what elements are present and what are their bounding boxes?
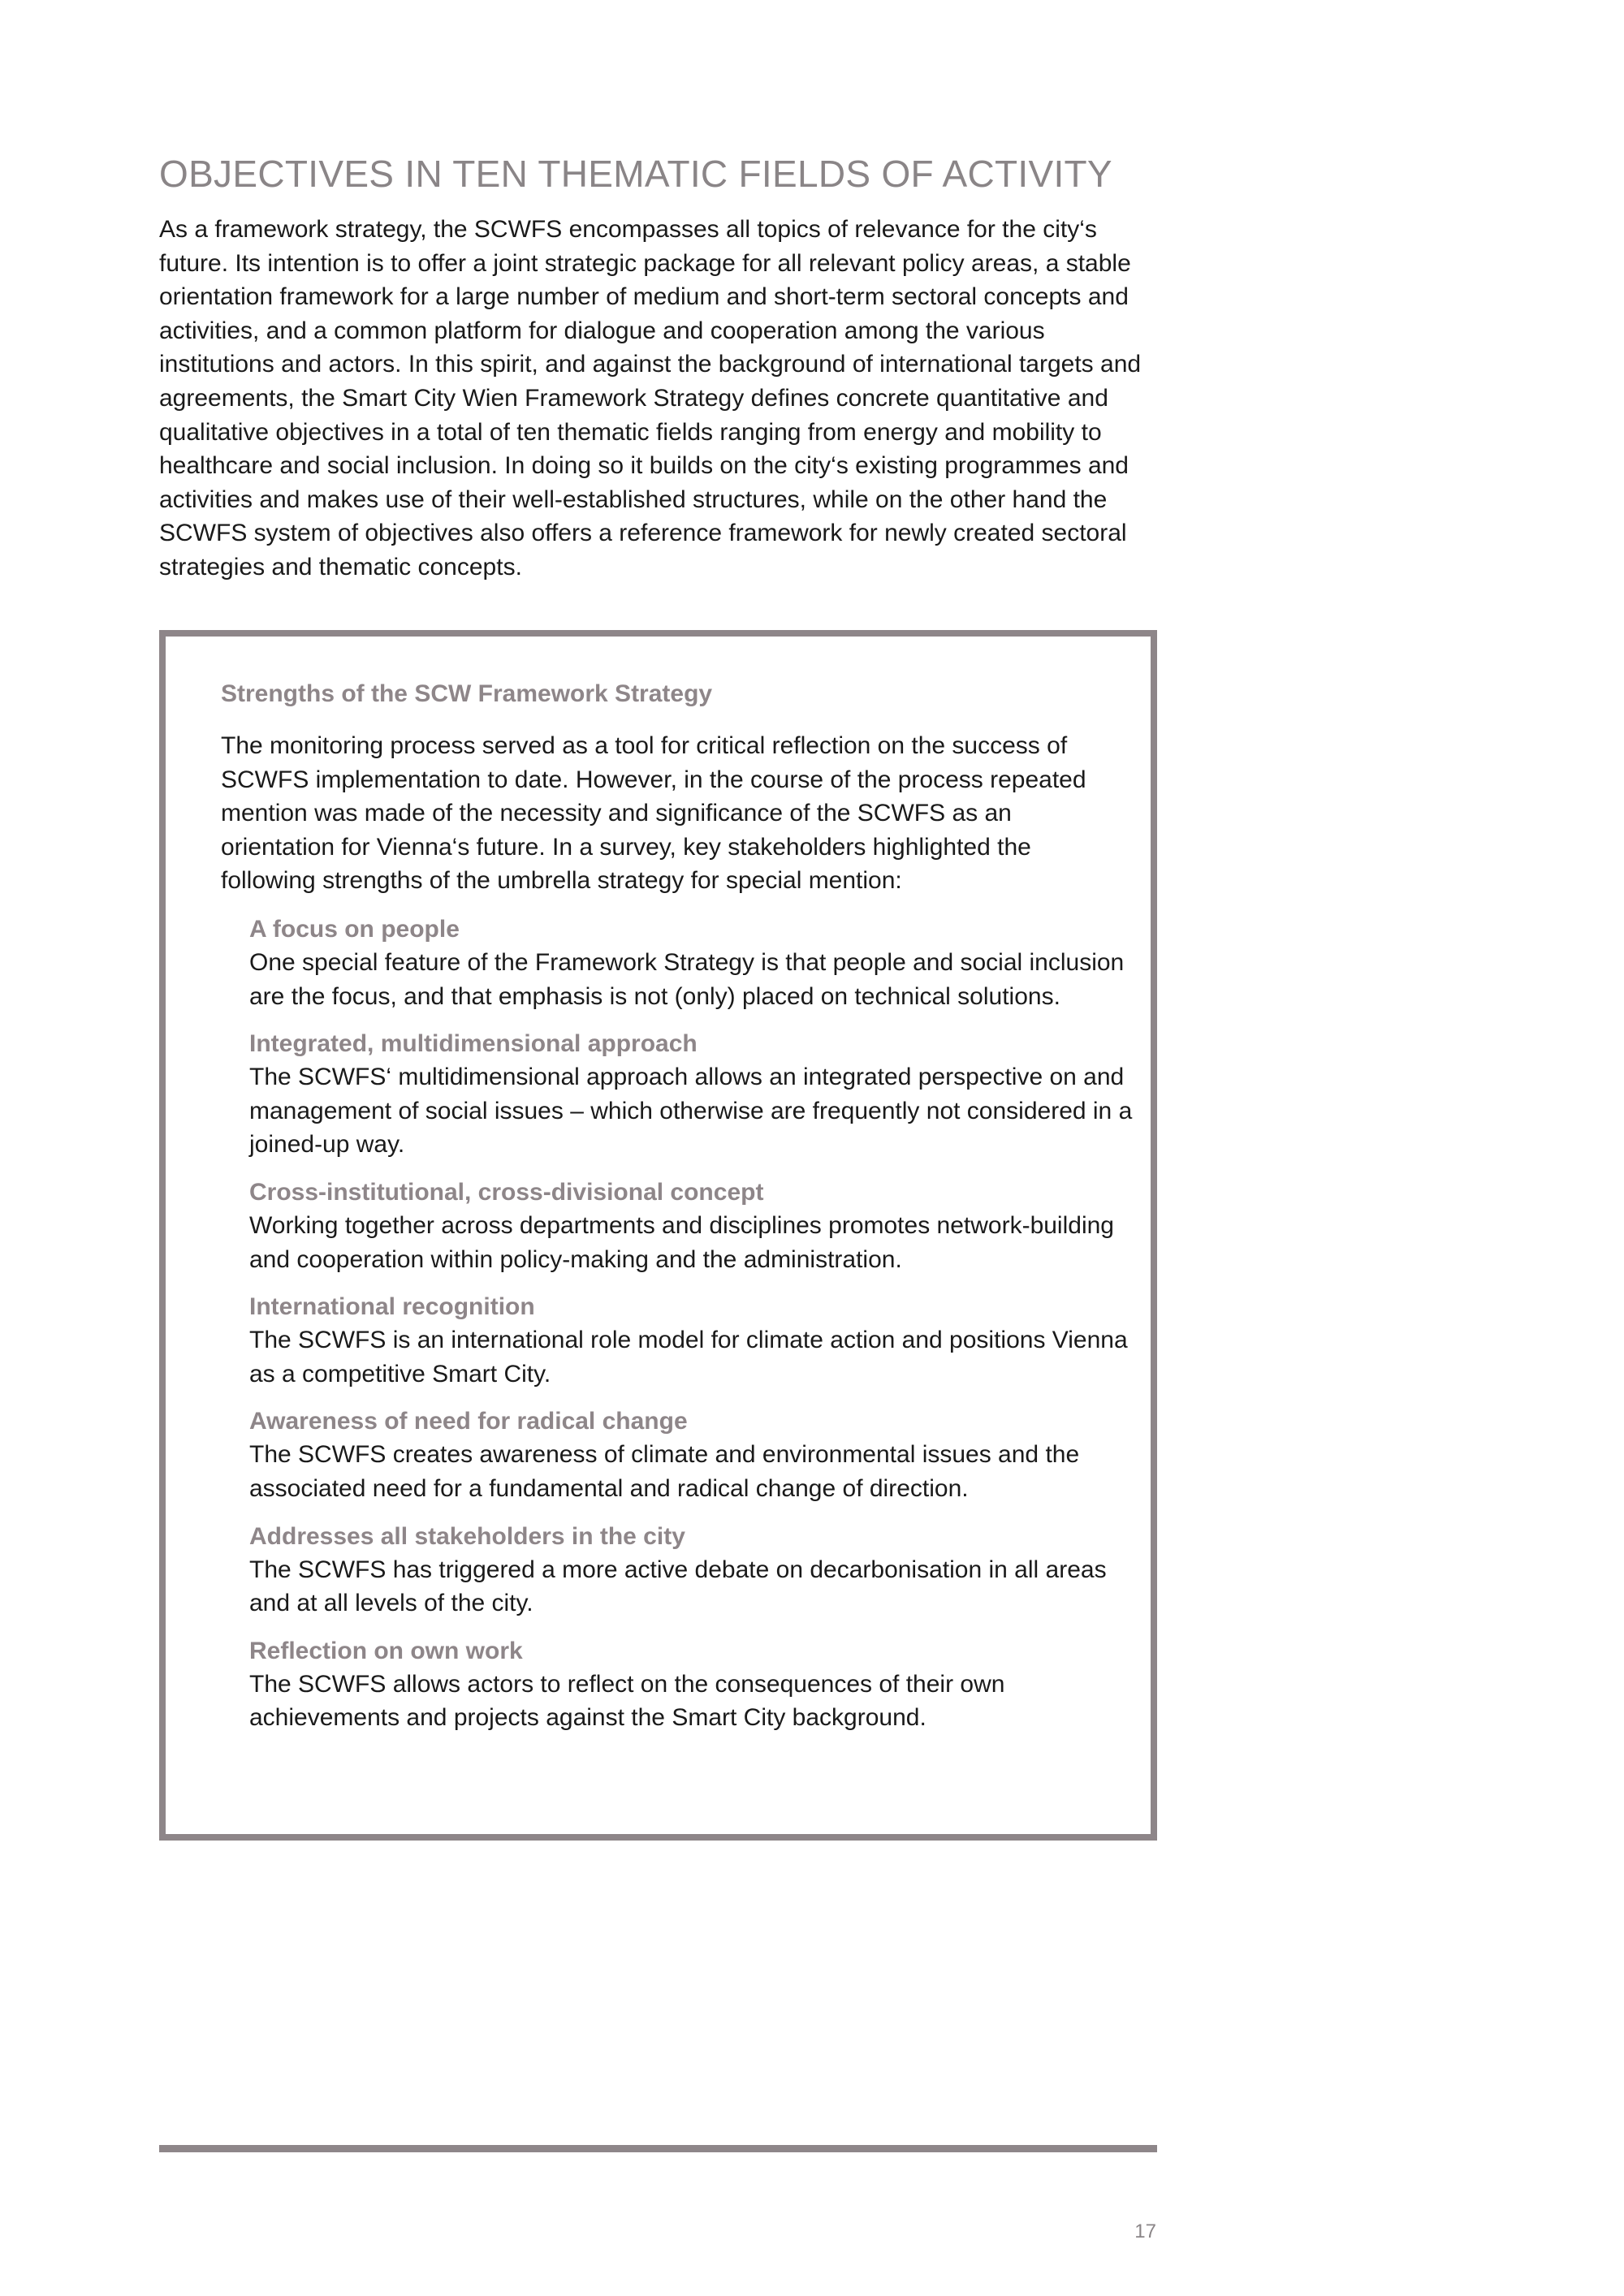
strengths-box-title: Strengths of the SCW Framework Strategy: [221, 680, 713, 707]
strength-heading: Awareness of need for radical change: [249, 1408, 688, 1435]
strength-item-integrated-approach: [249, 1027, 1134, 1162]
strength-text: Working together across departments and disciplines promotes network-building and cooperation within policy-making and the administration.: [249, 1211, 1114, 1273]
strength-heading: Addresses all stakeholders in the city: [249, 1522, 685, 1550]
footer-divider: [159, 2145, 1157, 2152]
strength-item-all-stakeholders: [249, 1520, 1134, 1621]
strength-item-cross-institutional: [249, 1176, 1134, 1276]
strength-item-radical-change: [249, 1405, 1134, 1505]
strength-heading: A focus on people: [249, 916, 460, 943]
page-title: OBJECTIVES IN TEN THEMATIC FIELDS OF ACTIVITY: [159, 153, 1112, 195]
page-number: 17: [1134, 2220, 1156, 2242]
strength-heading: Integrated, multidimensional approach: [249, 1030, 698, 1058]
strength-heading: Reflection on own work: [249, 1637, 523, 1664]
strength-text: The SCWFS‘ multidimensional approach allows an integrated perspective on and management of social issues – which otherwise are frequently not considered in a joined-up way.: [249, 1064, 1133, 1159]
strength-text: One special feature of the Framework Strategy is that people and social inclusion are the focus, and that emphasis is not (only) placed on technical solutions.: [249, 949, 1125, 1010]
strengths-box-intro: The monitoring process served as a tool for critical reflection on the success of SCWFS implementation to date. However, in the course of the process repeated mention was made of the necessity and significance of the SCWFS as an orientation for Vienna‘s future. In a survey, key stakeholders highlighted the following strengths of the umbrella strategy for special mention:: [221, 732, 1086, 895]
strength-item-international-recognition: [249, 1290, 1134, 1391]
strengths-list: [249, 913, 1134, 1749]
strength-heading: International recognition: [249, 1293, 535, 1321]
strength-text: The SCWFS creates awareness of climate and environmental issues and the associated need for a fundamental and radical change of direction.: [249, 1441, 1080, 1502]
strength-text: The SCWFS is an international role model for climate action and positions Vienna as a competitive Smart City.: [249, 1327, 1128, 1388]
strength-item-focus-on-people: [249, 913, 1134, 1013]
strength-text: The SCWFS allows actors to reflect on the consequences of their own achievements and projects against the Smart City background.: [249, 1670, 1005, 1732]
strength-item-reflection: [249, 1634, 1134, 1735]
strength-heading: Cross-institutional, cross-divisional concept: [249, 1178, 764, 1206]
intro-paragraph: As a framework strategy, the SCWFS encompasses all topics of relevance for the city‘s future. Its intention is to offer a joint strategic package for all relevant policy areas, a stable orientation framework for a large number of medium and short-term sectoral concepts and activities, and a common platform for dialogue and cooperation among the various institutions and actors. In this spirit, and against the background of international targets and agreements, the Smart City Wien Framework Strategy defines concrete quantitative and qualitative objectives in a total of ten thematic fields ranging from energy and mobility to healthcare and social inclusion. In doing so it builds on the city‘s existing programmes and activities and makes use of their well-established structures, while on the other hand the SCWFS system of objectives also offers a reference framework for newly created sectoral strategies and thematic concepts.: [159, 216, 1142, 580]
strength-text: The SCWFS has triggered a more active debate on decarbonisation in all areas and at all levels of the city.: [249, 1556, 1107, 1617]
